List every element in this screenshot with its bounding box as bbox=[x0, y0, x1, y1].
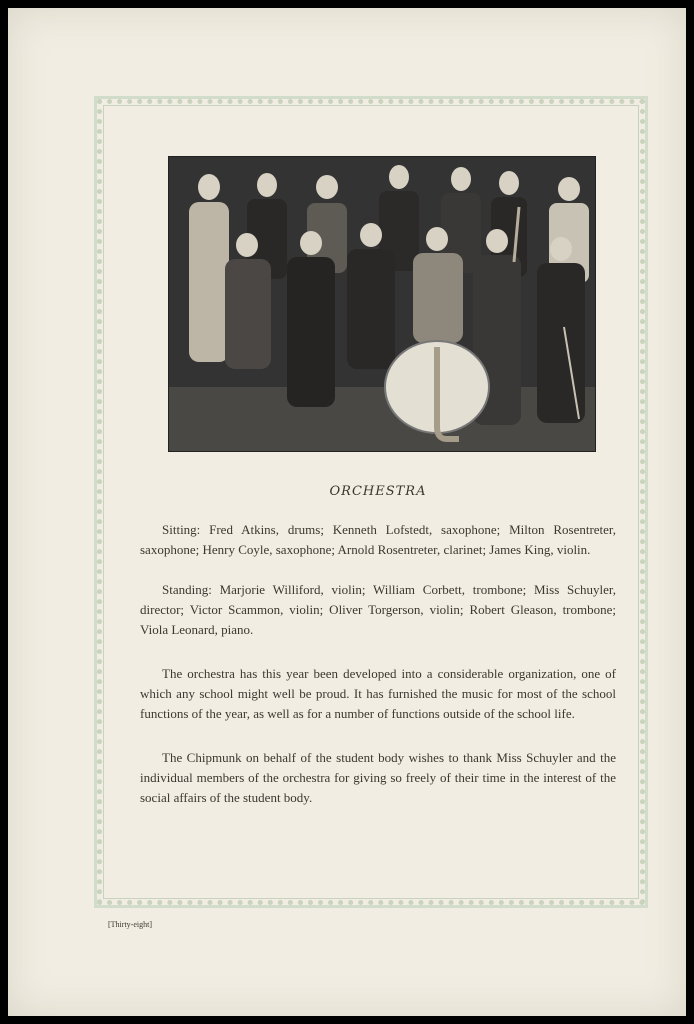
orchestra-photo bbox=[168, 156, 596, 452]
caption-title: ORCHESTRA bbox=[329, 484, 427, 499]
body-paragraph-2: The Chipmunk on behalf of the student body wishes to thank Miss Schuyler and the individual members of the orchestra for giving so freely of their time in the interest of the social affairs of the student body. bbox=[140, 750, 616, 805]
page-number: [Thirty-eight] bbox=[108, 920, 152, 929]
caption-sitting: Sitting: Fred Atkins, drums; Kenneth Lofstedt, saxophone; Milton Rosentreter, saxophone; Henry Coyle, saxophone; Arnold Rosentreter, clarinet; James King, violin. bbox=[140, 522, 616, 557]
caption-standing: Standing: Marjorie Williford, violin; William Corbett, trombone; Miss Schuyler, director; Victor Scammon, violin; Oliver Torgerson, violin; Robert Gleason, trombone; Viola Leonard, piano. bbox=[140, 582, 616, 637]
body-paragraph-1: The orchestra has this year been developed into a considerable organization, one of which any school might well be proud. It has furnished the music for most of the school functions of the year, as well as for a number of functions outside of the school life. bbox=[140, 666, 616, 721]
orchestra-photo-image bbox=[169, 157, 595, 451]
